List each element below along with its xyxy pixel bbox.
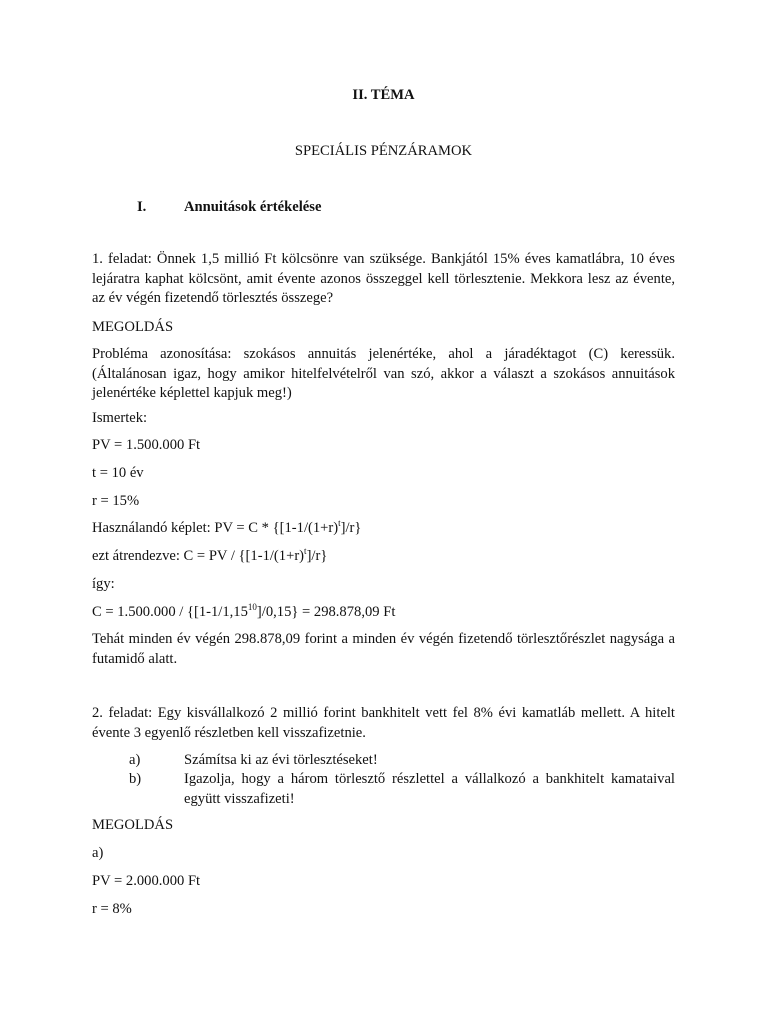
formula-suffix: ]/r} [340, 520, 362, 536]
task2-part-a: a) [92, 845, 104, 861]
rearranged-suffix: ]/r} [306, 548, 328, 564]
task2-r: r = 8% [92, 901, 132, 917]
task1-conclusion: Tehát minden év végén 298.878,09 forint a minden év végén fizetendő törlesztőrészlet nagysága a futamidő alatt. [92, 631, 675, 667]
task1-pv: PV = 1.500.000 Ft [92, 437, 201, 453]
task2-problem: 2. feladat: Egy kisvállalkozó 2 millió forint bankhitelt vett fel 8% évi kamatláb mellett. A hitelt évente 3 egyenlő részletben kell visszafizetnie. [92, 705, 675, 741]
task2-solution-label: MEGOLDÁS [92, 817, 174, 833]
task1-solution-label: MEGOLDÁS [92, 319, 174, 335]
document-page [92, 0, 675, 1024]
rearranged-exponent: t [304, 546, 307, 557]
task1-formula [92, 519, 675, 538]
task1-identification: Probléma azonosítása: szokásos annuitás jelenértéke, ahol a járadéktagot (C) keressük. (Általánosan igaz, hogy amikor hitelfelvételről van szó, akkor a választ a szokásos annuitások jelenértéke képlettel kapjuk meg!) [92, 346, 675, 401]
task1-known-label: Ismertek: [92, 410, 148, 426]
list-item-label: b) [129, 771, 142, 787]
list-item-text: Igazolja, hogy a három törlesztő részlettel a vállalkozó a bankhitelt kamataival együtt visszafizeti! [184, 771, 675, 807]
calc-suffix: ]/0,15} = 298.878,09 Ft [256, 604, 396, 620]
calc-exponent: 10 [247, 602, 257, 613]
task2-pv: PV = 2.000.000 Ft [92, 873, 201, 889]
section-title: Annuitások értékelése [184, 199, 322, 215]
section-number: I. [137, 199, 147, 215]
task1-problem: 1. feladat: Önnek 1,5 millió Ft kölcsönre van szüksége. Bankjától 15% éves kamatlábra, 10 éves lejáratra kaphat kölcsönt, amit évente azonos összeggel kell törlesztenie. Mekkora lesz az évente, az év végén fizetendő törlesztés összege? [92, 251, 675, 306]
task1-rearranged [92, 547, 675, 566]
rearranged-prefix: ezt átrendezve: C = PV / {[1-1/(1+r) [92, 548, 305, 564]
calc-prefix: C = 1.500.000 / {[1-1/1,15 [92, 604, 248, 620]
task1-r: r = 15% [92, 493, 140, 509]
theme-title: II. TÉMA [352, 87, 415, 103]
task1-calculation [92, 603, 675, 622]
list-item-label: a) [129, 752, 141, 768]
list-item-text: Számítsa ki az évi törlesztéseket! [184, 752, 378, 768]
task1-thus-label: így: [92, 576, 115, 592]
task1-t: t = 10 év [92, 465, 144, 481]
formula-prefix: Használandó képlet: PV = C * {[1-1/(1+r) [92, 520, 339, 536]
formula-exponent: t [338, 518, 341, 529]
subtitle: SPECIÁLIS PÉNZÁRAMOK [294, 143, 473, 159]
